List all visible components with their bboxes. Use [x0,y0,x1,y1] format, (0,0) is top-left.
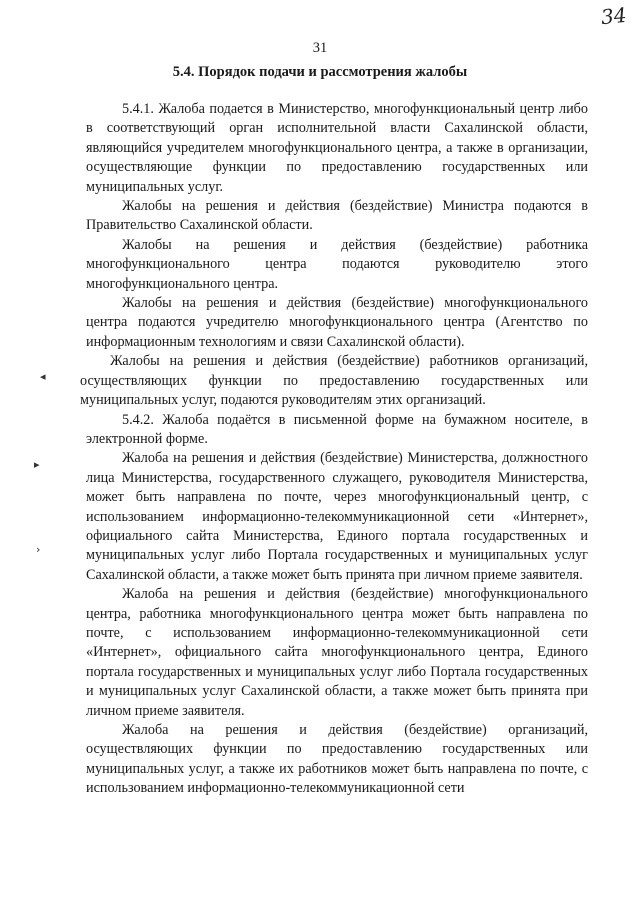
scan-mark: ◂ [40,370,46,383]
paragraph: Жалобы на решения и действия (бездействие) многофункционального центра подаются учредителю многофункционального центра (Агентство по информационным технологиям и связи Сахалинской области). [86,295,588,350]
paragraph: Жалоба на решения и действия (бездействие) многофункционального центра, работника многофункционального центра может быть направлена по почте, с использованием информационно-телекоммуникационной сети «Интернет», официального сайта многофункционального центра, Единого портала государственных и муниципальных услуг либо Портала государственных и муниципальных услуг Сахалинской области, а также может быть принята при личном приеме заявителя. [86,586,588,719]
scan-mark: › [36,543,41,556]
paragraph: Жалобы на решения и действия (бездействие) Министра подаются в Правительство Сахалинской области. [86,198,588,234]
section-heading: 5.4. Порядок подачи и рассмотрения жалобы [172,64,468,80]
paragraph: Жалобы на решения и действия (бездействие) работника многофункционального центра подаются руководителю этого многофункционального центра. [86,236,588,292]
paragraph: Жалоба на решения и действия (бездействие) Министерства, должностного лица Министерства, государственного служащего, руководителя Министерства, может быть направлена по почте, через многофункциональный центр, с использованием информационно-телекоммуникационной сети «Интернет», официального сайта Министерства, Единого портала государственных и муниципальных услуг либо Портала государственных и муниципальных услуг Сахалинской области, а также может быть принята при личном приеме заявителя. [86,450,588,583]
document-body [80,100,588,799]
paragraph: 5.4.1. Жалоба подается в Министерство, многофункциональный центр либо в соответствующий орган исполнительной власти Сахалинской области, являющийся учредителем многофункционального центра, а также в организации, осуществляющие функции по предоставлению государственных или муниципальных услуг. [86,101,588,195]
paragraph: Жалоба на решения и действия (бездействие) организаций, осуществляющих функции по предоставлению государственных или муниципальных услуг, а также их работников может быть направлена по почте, с использованием информационно-телекоммуникационной сети [86,722,588,797]
handwritten-page-number: 34 [599,2,628,30]
paragraph: 5.4.2. Жалоба подаётся в письменной форме на бумажном носителе, в электронной форме. [86,411,588,447]
paragraph: Жалобы на решения и действия (бездействие) работников организаций, осуществляющих функции по предоставлению государственных или муниципальных услуг, подаются руководителям этих организаций. [80,353,588,409]
page-number: 31 [312,40,328,56]
scan-mark: ▸ [34,458,40,471]
